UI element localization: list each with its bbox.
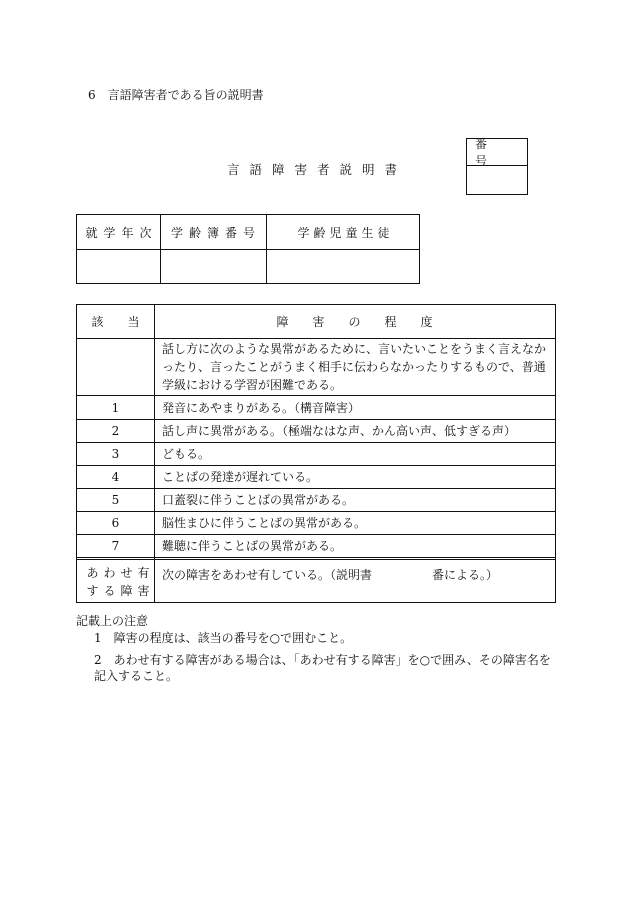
number-box <box>466 137 536 195</box>
note-item: 1 障害の程度は、該当の番号を○で囲むこと。 <box>94 631 353 645</box>
number-box-value[interactable] <box>467 166 527 195</box>
intro-text: 話し方に次のような異常があるために、言いたいことをうまく言えなかったり、言ったことがうまく相手に伝わらなかったりするもので、普通学級における学習が困難である。 <box>162 342 547 392</box>
number-box-label: 番 号 <box>467 139 527 166</box>
row-text: 脳性まひに伴うことばの異常がある。 <box>162 515 367 530</box>
row-number[interactable]: 2 <box>111 423 120 438</box>
row-number[interactable]: 5 <box>111 492 120 507</box>
row-number[interactable]: 3 <box>111 446 120 461</box>
value-school-year[interactable] <box>77 250 160 285</box>
form-title: 言語障害者説明書 <box>226 162 407 177</box>
note-item: 記入すること。 <box>94 669 179 683</box>
row-number[interactable]: 6 <box>111 515 120 530</box>
degree-table <box>76 304 556 603</box>
row-text: 口蓋裂に伴うことばの異常がある。 <box>162 492 355 507</box>
row-text: 難聴に伴うことばの異常がある。 <box>162 538 343 553</box>
row-number[interactable]: 7 <box>111 538 120 553</box>
row-number[interactable]: 1 <box>111 400 120 415</box>
student-table <box>76 214 420 284</box>
row-text: どもる。 <box>162 446 211 461</box>
section-heading: 6 言語障害者である旨の説明書 <box>88 88 264 102</box>
header-student: 学齢児童生徒 <box>297 225 394 240</box>
header-register-number: 学齢簿番号 <box>170 225 261 240</box>
row-number[interactable]: 4 <box>111 469 120 484</box>
row-text: ことばの発達が遅れている。 <box>162 469 319 484</box>
value-register-number[interactable] <box>160 250 266 285</box>
combined-label-line2: する障害 <box>86 583 155 598</box>
note-item: 2 あわせ有する障害がある場合は、「あわせ有する障害」を○で囲み、その障害名を <box>94 653 551 667</box>
row-text: 発音にあやまりがある。（構音障害） <box>162 400 361 415</box>
row-text: 話し声に異常がある。（極端なはな声、かん高い声、低すぎる声） <box>162 423 517 438</box>
header-school-year: 就学年次 <box>85 225 158 240</box>
combined-disability-text: 次の障害をあわせ有している。（説明書 番による。） <box>162 568 499 582</box>
combined-label-line1: あわせ有 <box>86 565 155 580</box>
value-student[interactable] <box>266 250 421 285</box>
header-degree: 障 害 の 程 度 <box>276 314 433 329</box>
header-applicable: 該 当 <box>91 315 140 329</box>
notes-title: 記載上の注意 <box>76 614 149 628</box>
combined-disability-label[interactable] <box>77 560 159 603</box>
